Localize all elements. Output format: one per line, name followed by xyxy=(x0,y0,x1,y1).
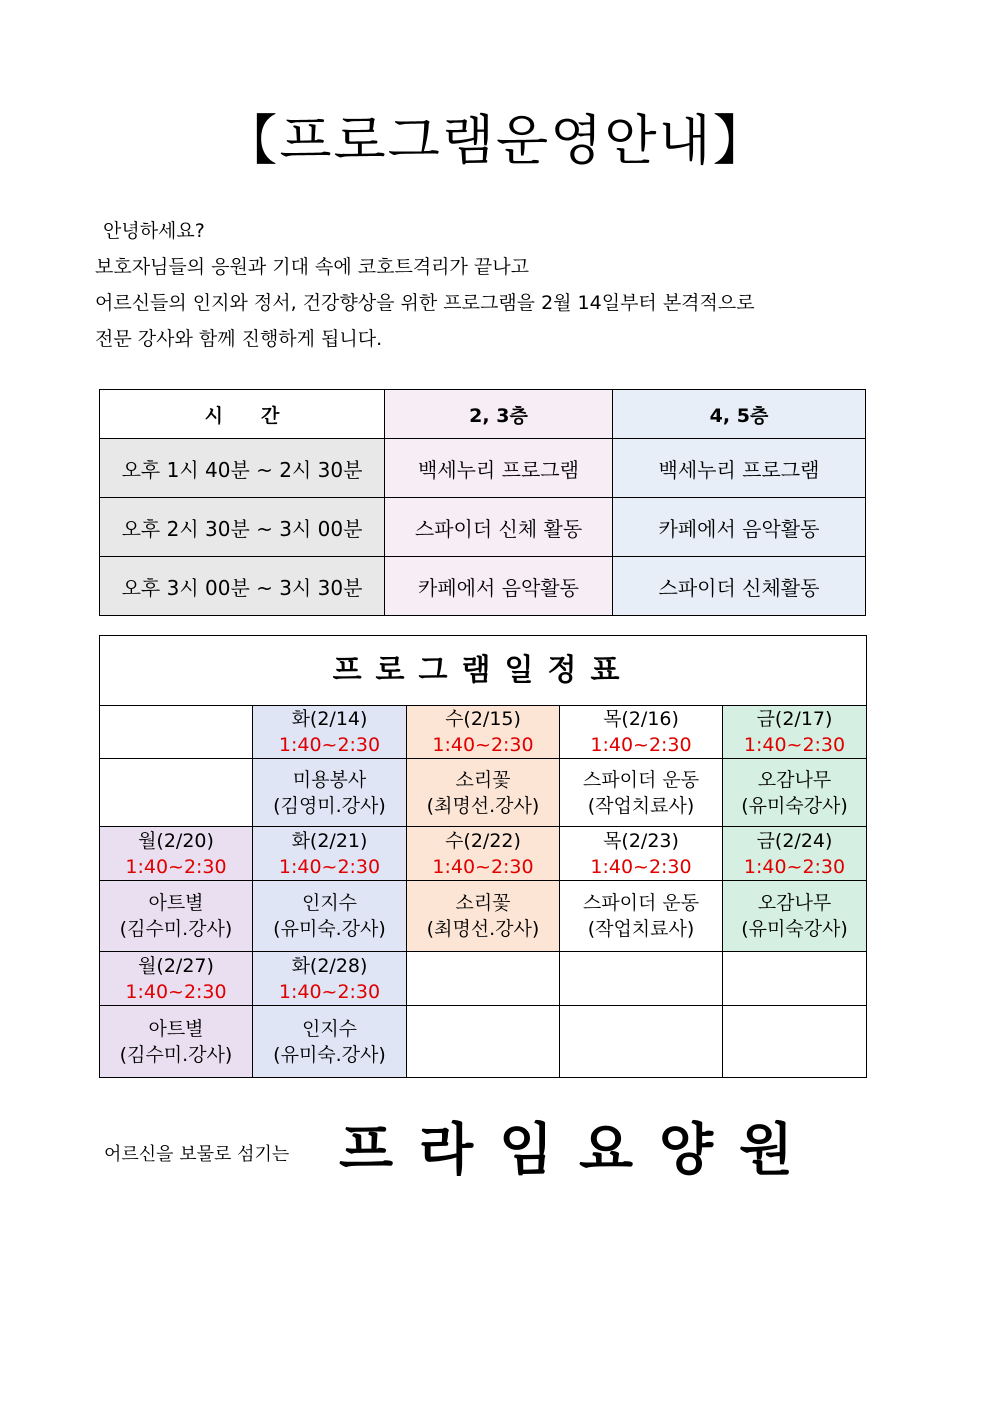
schedule-program-row xyxy=(100,759,867,827)
program-name: 오감나무 xyxy=(757,892,832,914)
schedule-date: 화(2/21) xyxy=(291,829,368,852)
time-table-row xyxy=(100,439,866,498)
schedule-program-cell xyxy=(100,1006,253,1078)
program-teacher: (작업치료사) xyxy=(587,794,695,817)
schedule-date: 수(2/15) xyxy=(445,708,521,730)
floor45-cell: 스파이더 신체활동 xyxy=(613,557,866,616)
schedule-program-row xyxy=(100,881,867,952)
schedule-date-cell xyxy=(723,706,867,759)
schedule-date: 화(2/28) xyxy=(291,954,368,977)
header-floor23: 2, 3층 xyxy=(385,390,613,439)
schedule-date-cell xyxy=(253,706,407,759)
schedule-date-cell xyxy=(723,827,867,881)
program-teacher: (유미숙강사) xyxy=(741,918,848,940)
schedule-date: 목(2/23) xyxy=(603,829,679,852)
program-name: 인지수 xyxy=(301,892,358,914)
schedule-date: 월(2/27) xyxy=(138,954,214,977)
schedule-program-cell xyxy=(253,759,407,827)
schedule-time: 1:40~2:30 xyxy=(590,734,692,756)
time-table-row xyxy=(100,557,866,616)
schedule-program-cell xyxy=(723,1006,867,1078)
program-name: 인지수 xyxy=(301,1017,358,1040)
program-name: 스파이더 운동 xyxy=(582,892,700,914)
program-name: 아트별 xyxy=(148,892,204,914)
schedule-time: 1:40~2:30 xyxy=(432,734,534,756)
schedule-time: 1:40~2:30 xyxy=(125,855,227,878)
schedule-date: 화(2/14) xyxy=(291,708,368,730)
program-name: 스파이더 운동 xyxy=(582,768,700,791)
schedule-date: 월(2/20) xyxy=(138,829,214,852)
intro-line: 어르신들의 인지와 정서, 건강향상을 위한 프로그램을 2월 14일부터 본격적으로 xyxy=(95,292,755,314)
program-teacher: (유미숙강사) xyxy=(741,794,848,817)
schedule-time: 1:40~2:30 xyxy=(743,734,846,756)
floor23-cell: 스파이더 신체 활동 xyxy=(385,498,613,557)
time-table xyxy=(99,389,866,616)
schedule-time: 1:40~2:30 xyxy=(590,855,692,878)
program-teacher: (김수미.강사) xyxy=(119,1043,233,1066)
program-name: 소리꽃 xyxy=(455,768,511,791)
program-name: 오감나무 xyxy=(757,768,832,791)
time-cell: 오후 1시 40분 ~ 2시 30분 xyxy=(100,439,385,498)
intro-line: 전문 강사와 함께 진행하게 됩니다. xyxy=(95,328,383,350)
facility-name-char: 임 xyxy=(499,1118,554,1183)
schedule-time: 1:40~2:30 xyxy=(278,734,381,756)
page-title: 【프로그램운영안내】 xyxy=(223,109,769,172)
schedule-program-cell xyxy=(100,881,253,952)
schedule-time: 1:40~2:30 xyxy=(278,980,381,1003)
time-cell: 오후 3시 00분 ~ 3시 30분 xyxy=(100,557,385,616)
program-teacher: (김영미.강사) xyxy=(273,794,386,817)
schedule-program-cell xyxy=(407,759,560,827)
schedule-date-cell xyxy=(100,952,253,1006)
schedule-date-cell xyxy=(560,952,723,1006)
intro-text xyxy=(95,213,895,357)
facility-name xyxy=(339,1106,819,1186)
schedule-date-cell xyxy=(407,706,560,759)
schedule-date: 금(2/17) xyxy=(756,708,833,730)
schedule-time: 1:40~2:30 xyxy=(432,855,534,878)
schedule-time: 1:40~2:30 xyxy=(743,855,846,878)
schedule-program-cell xyxy=(560,759,723,827)
facility-name-char: 라 xyxy=(419,1118,474,1183)
schedule-date-cell xyxy=(723,952,867,1006)
schedule-table xyxy=(99,635,867,1078)
schedule-date-row xyxy=(100,827,867,881)
time-table-header xyxy=(100,390,866,439)
schedule-title-row xyxy=(100,636,867,706)
schedule-date-cell xyxy=(100,706,253,759)
program-teacher: (유미숙.강사) xyxy=(273,918,386,940)
program-teacher: (최명선.강사) xyxy=(426,918,540,940)
schedule-date-cell xyxy=(407,827,560,881)
program-teacher: (유미숙.강사) xyxy=(273,1043,386,1066)
schedule-date: 목(2/16) xyxy=(603,708,679,730)
time-cell: 오후 2시 30분 ~ 3시 00분 xyxy=(100,498,385,557)
schedule-date-row xyxy=(100,706,867,759)
schedule-program-cell xyxy=(560,1006,723,1078)
program-name: 아트별 xyxy=(148,1017,204,1040)
schedule-program-cell xyxy=(253,1006,407,1078)
program-teacher: (김수미.강사) xyxy=(119,918,233,940)
schedule-program-row xyxy=(100,1006,867,1078)
time-table-row xyxy=(100,498,866,557)
schedule-date: 수(2/22) xyxy=(445,829,521,852)
schedule-program-cell xyxy=(253,881,407,952)
schedule-program-cell xyxy=(723,759,867,827)
header-floor45: 4, 5층 xyxy=(613,390,866,439)
facility-name-char: 양 xyxy=(659,1118,714,1183)
facility-name-char: 원 xyxy=(739,1118,794,1183)
floor23-cell: 백세누리 프로그램 xyxy=(385,439,613,498)
intro-line: 보호자님들의 응원과 기대 속에 코호트격리가 끝나고 xyxy=(95,256,529,278)
schedule-date-row xyxy=(100,952,867,1006)
intro-line: 안녕하세요? xyxy=(103,220,205,242)
program-name: 미용봉사 xyxy=(292,768,367,791)
schedule-date-cell xyxy=(100,827,253,881)
floor45-cell: 카페에서 음악활동 xyxy=(613,498,866,557)
schedule-title: 프로그램일정표 xyxy=(100,636,867,706)
header-time: 시 간 xyxy=(100,390,385,439)
schedule-time: 1:40~2:30 xyxy=(125,980,227,1003)
schedule-program-cell xyxy=(407,1006,560,1078)
schedule-program-cell xyxy=(407,881,560,952)
schedule-program-cell xyxy=(560,881,723,952)
program-teacher: (작업치료사) xyxy=(587,918,695,940)
footer-subtitle: 어르신을 보물로 섬기는 xyxy=(104,1144,290,1165)
facility-name-char: 프 xyxy=(339,1118,394,1183)
schedule-program-cell xyxy=(100,759,253,827)
schedule-date-cell xyxy=(253,827,407,881)
schedule-date: 금(2/24) xyxy=(756,829,833,852)
program-name: 소리꽃 xyxy=(455,892,511,914)
schedule-program-cell xyxy=(723,881,867,952)
floor45-cell: 백세누리 프로그램 xyxy=(613,439,866,498)
schedule-date-cell xyxy=(560,706,723,759)
facility-name-char: 요 xyxy=(579,1118,634,1183)
program-teacher: (최명선.강사) xyxy=(426,794,540,817)
schedule-date-cell xyxy=(560,827,723,881)
schedule-date-cell xyxy=(407,952,560,1006)
schedule-date-cell xyxy=(253,952,407,1006)
schedule-time: 1:40~2:30 xyxy=(278,855,381,878)
floor23-cell: 카페에서 음악활동 xyxy=(385,557,613,616)
